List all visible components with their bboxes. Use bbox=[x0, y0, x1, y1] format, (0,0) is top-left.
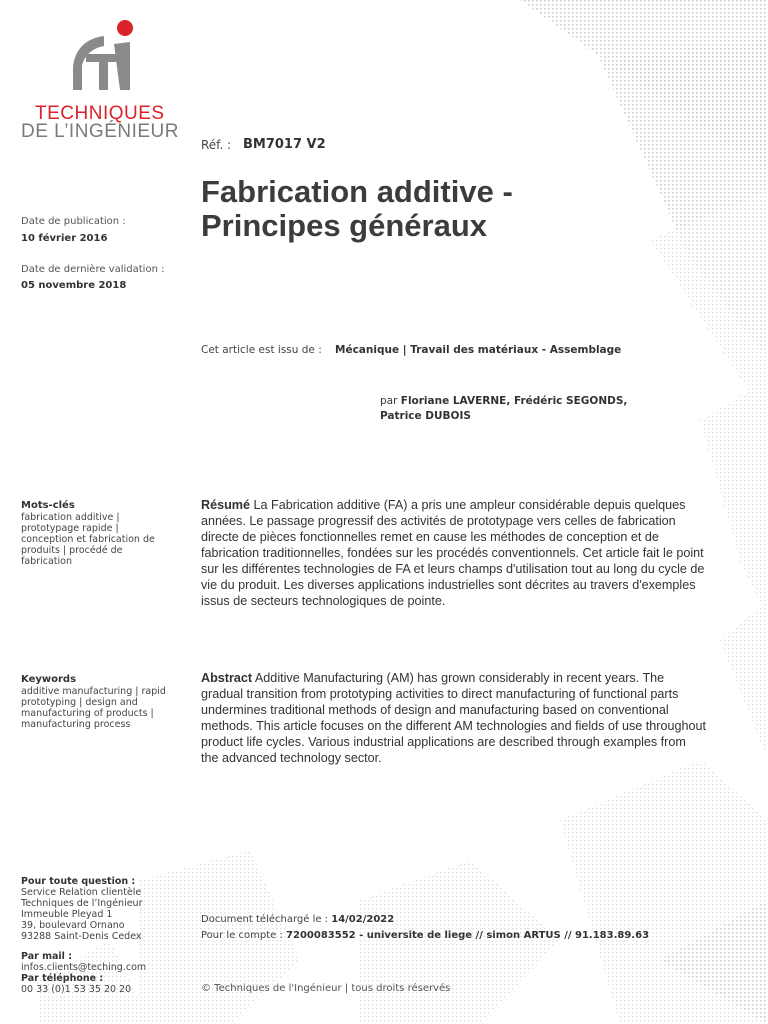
contact-line: Techniques de l’Ingénieur bbox=[21, 898, 143, 909]
contact-line: 39, boulevard Ornano bbox=[21, 920, 125, 931]
mots-cles-text: fabrication additive | prototypage rapide | conception et fabrication de produits | procédé de fabrication bbox=[21, 512, 155, 567]
copyright: © Techniques de l'Ingénieur | tous droits réservés bbox=[201, 983, 451, 994]
publication-label: Date de publication : bbox=[21, 216, 126, 227]
contact-question-label: Pour toute question : bbox=[21, 876, 136, 887]
contact-phone: 00 33 (0)1 53 35 20 20 bbox=[21, 984, 132, 995]
resume-text: La Fabrication additive (FA) a pris une ampleur considérable depuis quelques années. Le passage progressif des activités de prototypage vers celles de fabrication directe de pièces fonctionnelles remet en cause les méthodes de conception et de fabrication traditionnelles, fondées sur les procédés conventionnels. Cet article fait le point sur les différentes technologies de FA et leurs champs d'utilisation tout au long du cycle de vie du produit. Les diverses applications industrielles sont décrites au travers d'exemples issus de secteurs technologiques de pointe. bbox=[201, 498, 705, 608]
title-line1: Fabrication additive - bbox=[201, 174, 513, 209]
mots-cles-title: Mots-clés bbox=[21, 500, 75, 511]
contact-mail[interactable]: infos.clients@teching.com bbox=[21, 962, 147, 973]
logo-line1: TECHNIQUES bbox=[35, 103, 165, 124]
ref-label: Réf. : bbox=[201, 138, 232, 152]
contact-line: 93288 Saint-Denis Cedex bbox=[21, 931, 142, 942]
contact-block bbox=[21, 876, 196, 995]
contact-mail-label: Par mail : bbox=[21, 951, 73, 962]
title-line2: Principes généraux bbox=[201, 208, 488, 243]
page-title bbox=[201, 175, 621, 243]
issue-label: Cet article est issu de : bbox=[201, 344, 322, 356]
authors-prefix: par bbox=[380, 395, 398, 407]
issue-value: Mécanique | Travail des matériaux - Assemblage bbox=[335, 344, 622, 356]
resume-label: Résumé bbox=[201, 498, 250, 512]
download-label: Document téléchargé le : bbox=[201, 914, 329, 925]
ref-value: BM7017 V2 bbox=[243, 137, 326, 152]
techniques-ingenieur-logo-icon bbox=[70, 18, 145, 96]
contact-phone-label: Par téléphone : bbox=[21, 973, 104, 984]
abstract-label: Abstract bbox=[201, 671, 253, 685]
download-info bbox=[201, 912, 649, 944]
account-label: Pour le compte : bbox=[201, 930, 283, 941]
abstract-paragraph bbox=[201, 670, 706, 766]
validation-date: 05 novembre 2018 bbox=[21, 280, 127, 291]
download-date: 14/02/2022 bbox=[331, 914, 395, 925]
publication-date: 10 février 2016 bbox=[21, 233, 108, 244]
abstract-text: Additive Manufacturing (AM) has grown considerably in recent years. The gradual transition from prototyping activities to direct manufacturing of functional parts undermines traditional methods of design and manufacturing based on conventional methods. This article focuses on the different AM technologies and fields of use throughout product life cycles. Various industrial applications are described through examples from the advanced technology sector. bbox=[201, 671, 706, 765]
logo-line2: DE L’INGÉNIEUR bbox=[21, 121, 179, 142]
resume-paragraph bbox=[201, 497, 706, 609]
keywords-title: Keywords bbox=[21, 674, 77, 685]
authors bbox=[380, 394, 660, 424]
keywords-text: additive manufacturing | rapid prototyping | design and manufacturing of products | manufacturing process bbox=[21, 686, 166, 730]
authors-line2: Patrice DUBOIS bbox=[380, 410, 471, 422]
account-value: 7200083552 - universite de liege // simon ARTUS // 91.183.89.63 bbox=[286, 930, 650, 941]
validation-label: Date de dernière validation : bbox=[21, 264, 165, 275]
authors-line1: Floriane LAVERNE, Frédéric SEGONDS, bbox=[400, 395, 628, 407]
contact-line: Service Relation clientèle bbox=[21, 887, 142, 898]
contact-line: Immeuble Pleyad 1 bbox=[21, 909, 113, 920]
